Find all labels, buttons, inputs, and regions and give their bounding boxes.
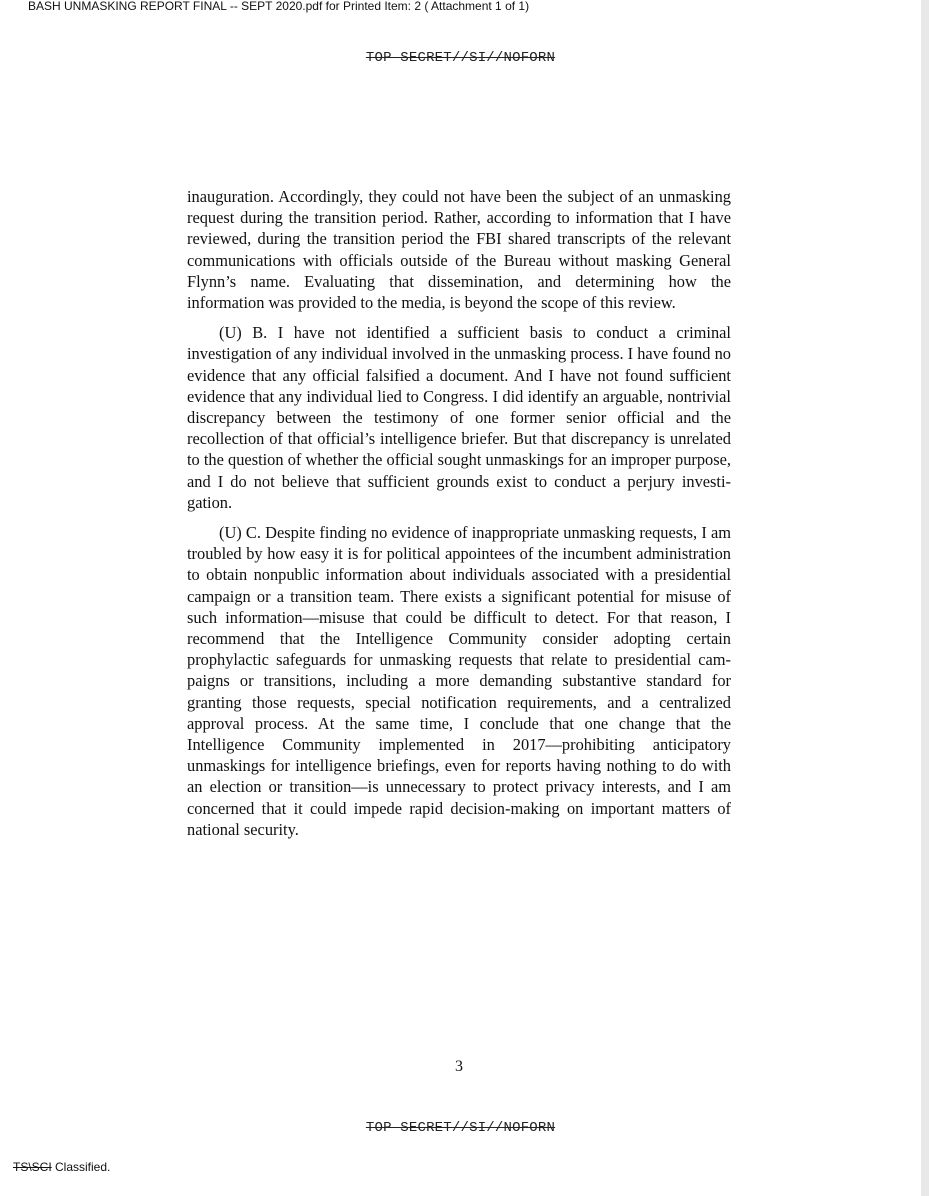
struck-classification-marking: TS\SCI [13, 1160, 52, 1174]
document-body [187, 186, 731, 849]
classified-label: Classified. [51, 1160, 111, 1174]
paragraph-continuation: inauguration. Accordingly, they could not have been the subject of an unmasking request during the transition period. Rather, according to information that I have reviewed, during the transition period the FBI shared transcripts of the relevant communications with officials outside of the Bureau without masking General Flynn’s name. Evaluating that dissemination, and determining how the information was provided to the media, is beyond the scope of this review. [187, 187, 731, 313]
paragraph-finding-b: (U) B. I have not identified a sufficient basis to conduct a criminal investigation of any individual involved in the unmasking process. I have found no evidence that any official falsified a document. And I have not found sufficient evidence that any individual lied to Congress. I did identify an arguable, nontrivial discrepancy between the testimony of one former senior official and the recollection of that official’s intelligence briefer. But that discrepancy is unrelated to the question of whether the official sought unmaskings for an improper purpose, and I do not believe that sufficient grounds exist to conduct a perjury investigation. [187, 323, 731, 512]
classification-marking-top: TOP SECRET//SI//NOFORN [365, 50, 556, 66]
viewer-scroll-gutter [921, 0, 929, 1196]
page-number: 3 [455, 1058, 463, 1075]
print-header: BASH UNMASKING REPORT FINAL -- SEPT 2020.pdf for Printed Item: 2 ( Attachment 1 of 1) [28, 0, 530, 13]
paragraph-finding-c: (U) C. Despite finding no evidence of inappropriate unmasking requests, I am troubled by how easy it is for political appointees of the incumbent administration to obtain nonpublic information about individuals associated with a presidential campaign or a transition team. There exists a significant potential for misuse of such information—misuse that could be difficult to detect. For that reason, I recommend that the Intelligence Community consider adopting certain prophylactic safeguards for unmasking requests that relate to presidential campaigns or transitions, including a more demanding substantive standard for granting those requests, special notification requirements, and a centralized approval process. At the same time, I conclude that one change that the Intelligence Community implemented in 2017—prohibiting anticipatory unmaskings for intelligence briefings, even for reports having nothing to do with an election or transition—is unnecessary to protect privacy interests, and I am concerned that it could impede rapid decision-making on important matters of national security. [187, 523, 731, 839]
print-footer [13, 1160, 110, 1174]
classification-marking-bottom: TOP SECRET//SI//NOFORN [365, 1120, 556, 1136]
